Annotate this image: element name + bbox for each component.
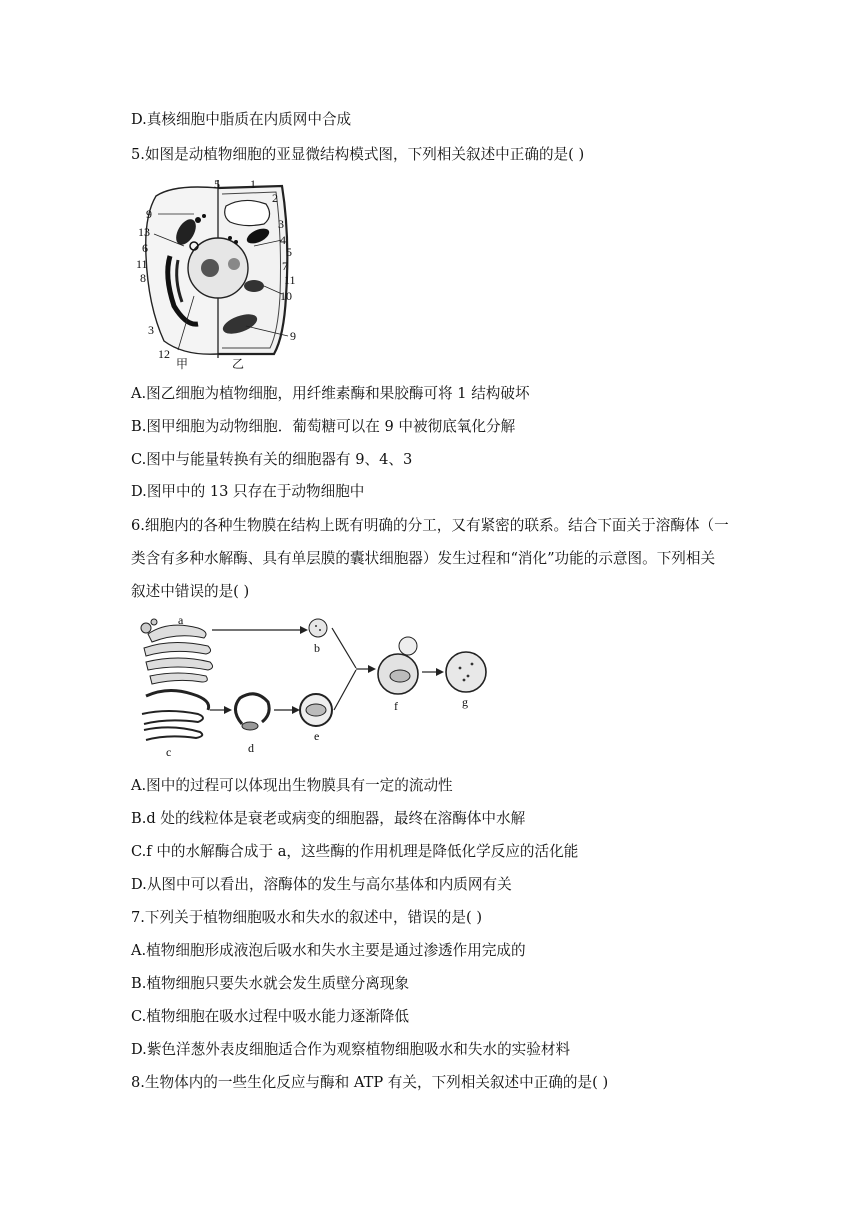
fig1-label-3-left: 3 — [148, 323, 154, 337]
fig1-label-2: 2 — [272, 191, 278, 205]
question-5-option-b: B.图甲细胞为动物细胞．葡萄糖可以在 9 中被彻底氧化分解 — [131, 418, 516, 435]
fig2-label-f: f — [394, 699, 398, 713]
fig1-label-9-left: 9 — [146, 207, 152, 221]
cell-structure-figure — [134, 176, 306, 372]
lysosome-process-figure — [138, 614, 488, 764]
question-7-option-d: D.紫色洋葱外表皮细胞适合作为观察植物细胞吸水和失水的实验材料 — [131, 1041, 571, 1058]
question-6-stem-line-1: 6.细胞内的各种生物膜在结构上既有明确的分工，又有紧密的联系。结合下面关于溶酶体（一 — [131, 517, 729, 534]
question-6-option-b: B.d 处的线粒体是衰老或病变的细胞器，最终在溶酶体中水解 — [131, 810, 526, 827]
question-7-option-b: B.植物细胞只要失水就会发生质壁分离现象 — [131, 975, 410, 992]
fig1-label-6: 6 — [142, 241, 148, 255]
fig1-label-7: 7 — [282, 259, 288, 273]
fig2-label-e: e — [314, 729, 320, 743]
question-6-stem-line-3: 叙述中错误的是( ) — [131, 583, 250, 600]
fig1-label-5-right: 5 — [286, 245, 292, 259]
question-5-stem: 5.如图是动植物细胞的亚显微结构模式图，下列相关叙述中正确的是( ) — [131, 146, 585, 163]
fig2-label-b: b — [314, 641, 320, 655]
fig1-label-yi: 乙 — [232, 357, 245, 371]
fig2-label-c: c — [166, 745, 172, 759]
question-6-stem-line-2: 类含有多种水解酶、具有单层膜的囊状细胞器）发生过程和“消化”功能的示意图。下列相关 — [131, 550, 716, 567]
fig1-label-8: 8 — [140, 271, 146, 285]
fig1-label-11-right: 11 — [284, 273, 296, 287]
question-5-option-c: C.图中与能量转换有关的细胞器有 9、4、3 — [131, 451, 413, 468]
question-5-option-a: A.图乙细胞为植物细胞，用纤维素酶和果胶酶可将 1 结构破坏 — [131, 385, 530, 402]
fig1-label-12: 12 — [158, 347, 170, 361]
fig2-label-a: a — [178, 614, 184, 627]
fig1-label-1: 1 — [250, 177, 256, 191]
fig2-label-d: d — [248, 741, 254, 755]
fig1-label-11-left: 11 — [136, 257, 148, 271]
fig1-label-3-right: 3 — [278, 217, 284, 231]
fig1-label-5-top: 5 — [214, 177, 220, 191]
fig1-label-jia: 甲 — [176, 357, 189, 371]
question-4-option-d: D.真核细胞中脂质在内质网中合成 — [131, 111, 352, 128]
question-6-option-a: A.图中的过程可以体现出生物膜具有一定的流动性 — [131, 777, 453, 794]
question-8-stem: 8.生物体内的一些生化反应与酶和 ATP 有关，下列相关叙述中正确的是( ) — [131, 1074, 609, 1091]
fig1-label-9-right: 9 — [290, 329, 296, 343]
fig1-label-10: 10 — [280, 289, 292, 303]
fig1-label-13: 13 — [138, 225, 150, 239]
question-6-option-c: C.f 中的水解酶合成于 a，这些酶的作用机理是降低化学反应的活化能 — [131, 843, 579, 860]
question-5-option-d: D.图甲中的 13 只存在于动物细胞中 — [131, 483, 365, 500]
fig1-label-4: 4 — [280, 233, 286, 247]
fig2-label-g: g — [462, 695, 468, 709]
question-7-option-c: C.植物细胞在吸水过程中吸水能力逐渐降低 — [131, 1008, 409, 1025]
question-7-stem: 7.下列关于植物细胞吸水和失水的叙述中，错误的是( ) — [131, 909, 483, 926]
question-6-option-d: D.从图中可以看出，溶酶体的发生与高尔基体和内质网有关 — [131, 876, 512, 893]
question-7-option-a: A.植物细胞形成液泡后吸水和失水主要是通过渗透作用完成的 — [131, 942, 526, 959]
